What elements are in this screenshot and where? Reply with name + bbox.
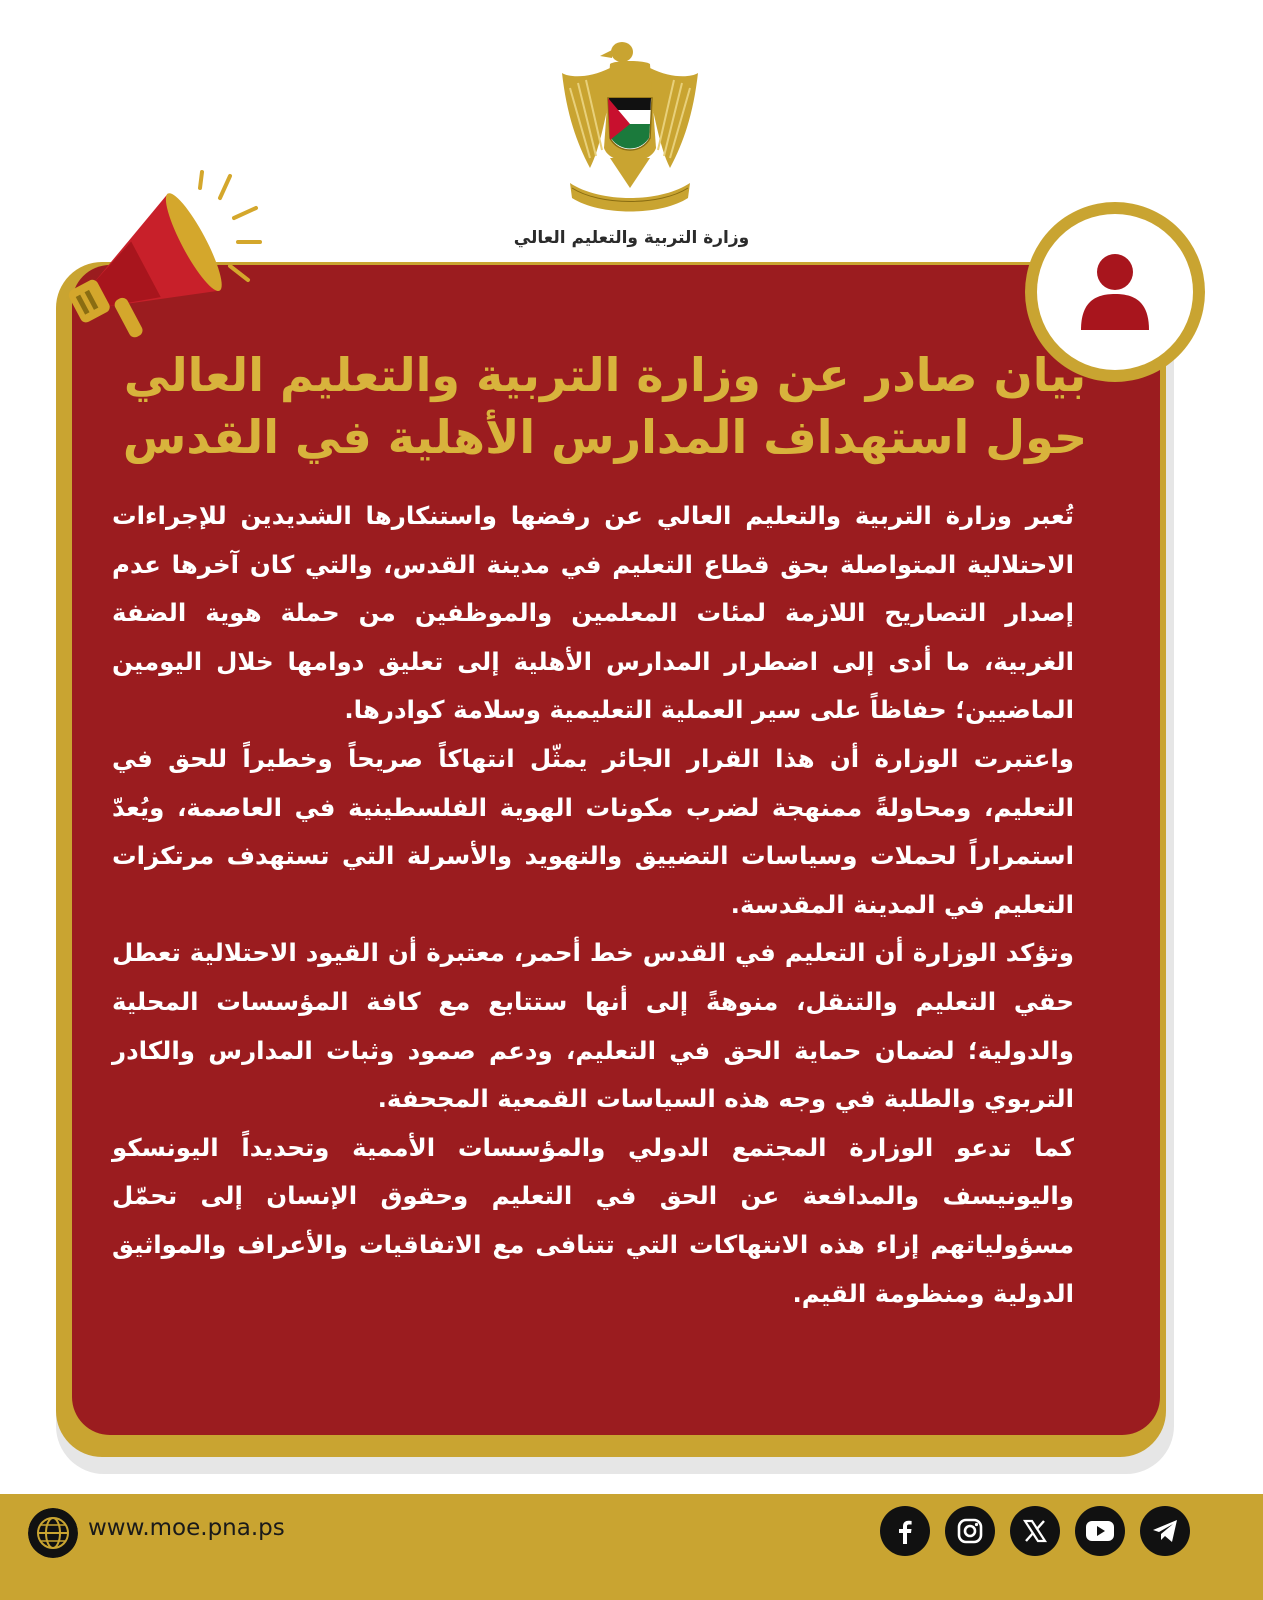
megaphone-icon [52,170,262,340]
globe-icon [28,1508,78,1558]
palestine-emblem-icon [560,38,700,213]
x-icon[interactable] [1010,1506,1060,1556]
paragraph-2: واعتبرت الوزارة أن هذا القرار الجائر يمثّل انتهاكاً صريحاً وخطيراً للحق في التعليم، ومحاولةً ممنهجة لضرب مكونات الهوية الفلسطينية في العاصمة، ويُعدّ استمراراً لحملات وسياسات التضييق والتهويد والأسرلة التي تستهدف مرتكزات التعليم في المدينة المقدسة. [112,743,1074,919]
paragraph-1: تُعبر وزارة التربية والتعليم العالي عن رفضها واستنكارها الشديدين للإجراءات الاحتلالية المتواصلة بحق قطاع التعليم في مدينة القدس، والتي كان آخرها عدم إصدار التصاريح اللازمة لمئات المعلمين والموظفين من حملة هوية الضفة الغربية، ما أدى إلى اضطرار المدارس الأهلية إلى تعليق دوامها خلال اليومين الماضيين؛ حفاظاً على سير العملية التعليمية وسلامة كوادرها. [112,501,1074,725]
telegram-icon[interactable] [1140,1506,1190,1556]
title-line-2: حول استهداف المدارس الأهلية في القدس [122,410,1088,464]
youtube-icon[interactable] [1075,1506,1125,1556]
footer-bar [0,1494,1263,1600]
statement-title [100,344,1110,468]
paragraph-4: كما تدعو الوزارة المجتمع الدولي والمؤسسات الأممية وتحديداً اليونسكو واليونيسف والمدافعة عن الحق في التعليم وحقوق الإنسان إلى تحمّل مسؤولياتهم إزاء هذه الانتهاكات التي تتنافى مع الاتفاقيات والأعراف والمواثيق الدولية ومنظومة القيم. [112,1132,1074,1308]
paragraph-3: وتؤكد الوزارة أن التعليم في القدس خط أحمر، معتبرة أن القيود الاحتلالية تعطل حقي التعليم والتنقل، منوهةً إلى أنها ستتابع مع كافة المؤسسات المحلية والدولية؛ لضمان حماية الحق في التعليم، ودعم صمود وثبات المدارس والكادر التربوي والطلبة في وجه هذه السياسات القمعية المجحفة. [112,938,1074,1114]
title-line-1: بيان صادر عن وزارة التربية والتعليم العالي [123,348,1087,402]
statement-body [112,492,1074,1318]
website-link[interactable]: www.moe.pna.ps [88,1515,285,1541]
instagram-icon[interactable] [945,1506,995,1556]
ministry-name: وزارة التربية والتعليم العالي [513,228,750,248]
facebook-icon[interactable] [880,1506,930,1556]
person-icon [1075,250,1155,334]
